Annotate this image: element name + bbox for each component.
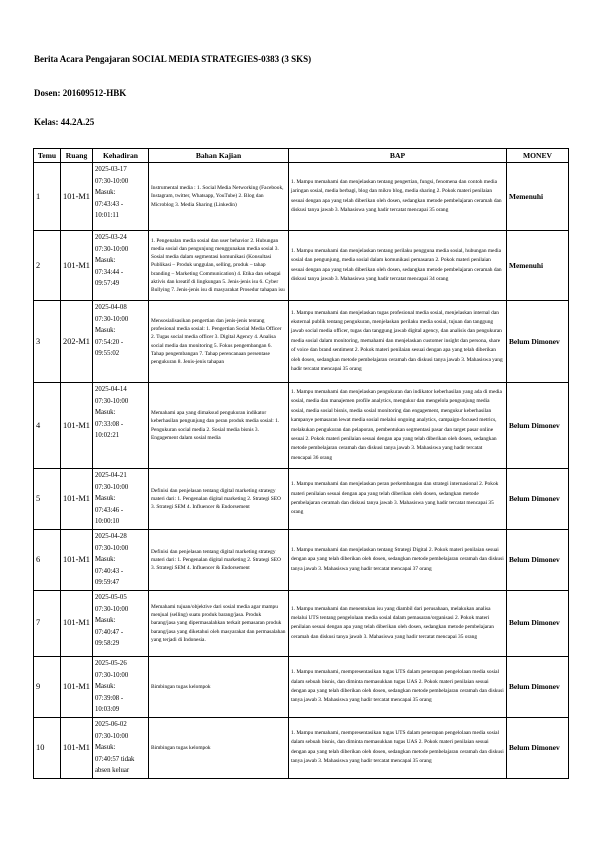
table-row [34, 590, 569, 656]
kehadiran-line: 07:30-10:00 [95, 544, 129, 552]
kehadiran-line: 09:58:29 [95, 640, 120, 648]
col-header-bahan-kajian: Bahan Kajian [149, 149, 289, 163]
cell-kehadiran [93, 469, 149, 530]
col-header-temu: Temu [34, 149, 61, 163]
kehadiran-line: 10:01:11 [95, 212, 119, 220]
cell-bap: 1. Mampu memahami dan menjelaskan tugas profesional media sosial, menjelaskan internal dan eksternal publik tentang pengukuran, menjelaskan perilaku media sosial, tujuan dan tanggung jawab social media officer, tugas dan tanggung jawab digital agency, dan analisis dan pengukuran media sosial dalam monitoring, memahami dan menjelaskan customer insight dan persona, share of voice dan brand sentiment 2. Pokok materi penilaian sesuai dengan apa yang telah diberikan oleh dosen, sedangkan metode pembelajaran ceramah dan diskusi tanya jawab 3. Mahasiswa yang hadir tercatat mencapai 35 orang [289, 301, 507, 383]
kehadiran-line: 2025-06-02 [95, 720, 127, 728]
cell-temu: 4 [34, 383, 61, 469]
kehadiran-line: Masuk: [95, 257, 116, 265]
cell-ruang: 101-M1 [61, 717, 93, 778]
cell-temu: 1 [34, 163, 61, 231]
cell-temu: 10 [34, 717, 61, 778]
kehadiran-line: 07:30-10:00 [95, 245, 129, 253]
table-row [34, 231, 569, 301]
cell-monev: Memenuhi [507, 231, 569, 301]
cell-ruang: 101-M1 [61, 163, 93, 231]
kehadiran-line: 07:54:20 - [95, 338, 124, 346]
kehadiran-line: 07:30-10:00 [95, 177, 129, 185]
col-header-kehadiran: Kehadiran [93, 149, 149, 163]
bap-table [33, 148, 569, 779]
cell-ruang: 101-M1 [61, 383, 93, 469]
kehadiran-line: Masuk: [95, 189, 116, 197]
cell-bahan-kajian: Instrumental media : 1. Social Media Networking (Facebook, Instagram, twitter, Whatsapp, YouTube) 2. Blog dan Microblog 3. Media Sharing (Linkedin) [149, 163, 289, 231]
kehadiran-line: Masuk: [95, 617, 116, 625]
cell-bahan-kajian: 1. Pengenalan media sosial dan user behavior 2. Hubungan media sosial dan pengunjung menggunakan media sosial 3. Sosial media dalam segmentasi komunikasi (Konsultasi Publikasi – Produk unggulan, selling, produk – tahap branding – Marketing Communication) 4. Etika dan sebagai aktivis dan kreatif di lingkungan 5. Jenis-jenis isu 6. Cyber Bullying 7. Jenis-jenis isu di masyarakat Prosedur tahapan isu [149, 231, 289, 301]
cell-monev: Belum Dimonev [507, 717, 569, 778]
kehadiran-line: Masuk: [95, 495, 116, 503]
table-row [34, 469, 569, 530]
kehadiran-line: 10:03:09 [95, 706, 120, 714]
kehadiran-line: 2025-05-26 [95, 659, 127, 667]
kehadiran-line: 2025-04-21 [95, 472, 127, 479]
table-row [34, 717, 569, 778]
kehadiran-line: 10:00:10 [95, 518, 120, 526]
kehadiran-line: 07:30-10:00 [95, 605, 129, 613]
kehadiran-line: 07:43:43 - [95, 200, 124, 208]
kehadiran-line: 07:39:08 - [95, 694, 124, 702]
cell-kehadiran [93, 590, 149, 656]
cell-monev: Memenuhi [507, 163, 569, 231]
kehadiran-line: 07:40:57 tidak [95, 755, 135, 763]
cell-temu: 3 [34, 301, 61, 383]
kehadiran-line: 2025-04-08 [95, 304, 127, 311]
kehadiran-line: Masuk: [95, 744, 116, 752]
cell-bap: 1. Mampu memahami dan menjelaskan peran perkembangan dan strategi internasional 2. Pokok materi penilaian sesuai dengan apa yang telah diberikan oleh dosen, sedangkan metode pembelajaran ceramah dan diskusi tanya jawab 3. Mahasiswa yang hadir tercatat mencapai 35 orang [289, 469, 507, 530]
cell-temu: 6 [34, 529, 61, 590]
kehadiran-line: Masuk: [95, 409, 116, 417]
kehadiran-line: 07:30-10:00 [95, 397, 129, 405]
cell-bahan-kajian: Memahami tujuan/objektive dari sosial media agar mampu menjual (selling) suatu produk barang/jasa. Produk barang/jasa yang dipermasalahkan terkait pemasaran produk barang/jasa yang diketahui oleh masyarakat dan permasalahan yang terjadi di Indonesia. [149, 590, 289, 656]
kehadiran-line: 09:57:49 [95, 280, 120, 288]
col-header-bap: BAP [289, 149, 507, 163]
kehadiran-line: 09:55:02 [95, 350, 120, 358]
kehadiran-line: 07:30-10:00 [95, 483, 129, 491]
kehadiran-line: 2025-03-17 [95, 166, 127, 173]
kehadiran-line: 07:30-10:00 [95, 671, 129, 679]
cell-temu: 9 [34, 656, 61, 717]
kehadiran-line: 2025-05-05 [95, 593, 127, 601]
cell-bap: 1. Mampu memahami dan menjelaskan tentang perilaku pengguna media sosial, hubungan media sosial dan pengunjung, media sosial dalam komunikasi pemasaran 2. Pokok materi penilaian sesuai dengan apa yang telah diberikan oleh dosen, sedangkan metode pembelajaran ceramah dan diskusi tanya jawab 3. Mahasiswa yang hadir tercatat mencapai 34 orang [289, 231, 507, 301]
col-header-ruang: Ruang [61, 149, 93, 163]
cell-bahan-kajian: Bimbingan tugas kelompok [149, 717, 289, 778]
kehadiran-line: 07:34:44 - [95, 268, 124, 276]
table-header-row [34, 149, 569, 163]
cell-kehadiran [93, 163, 149, 231]
cell-bap: 1. Mampu memahami, mempresentasikan tugas UTS dalam penerapan pengelolaan media sosial dalam sebuah bisnis, dan diminta memasukkan tugas UAS 2. Pokok materi penilaian sesuai dengan apa yang telah diberikan oleh dosen, sedangkan metode pembelajaran ceramah dan diskusi tanya jawab 3. Mahasiswa yang hadir tercatat mencapai 35 orang [289, 656, 507, 717]
cell-bap: 1. Mampu memahami dan menentukan isu yang diambil dari perusahaan, melakukan analisa melalui UTS tentang pengelolaan media sosial dalam pemasaran/organisasi 2. Pokok materi penilaian sesuai dengan apa yang telah diberikan oleh dosen, sedangkan metode pembelajaran ceramah dan diskusi tanya jawab 3. Mahasiswa yang hadir tercatat mencapai 35 orang [289, 590, 507, 656]
cell-kehadiran [93, 529, 149, 590]
cell-monev: Belum Dimonev [507, 469, 569, 530]
cell-ruang: 101-M1 [61, 590, 93, 656]
cell-temu: 5 [34, 469, 61, 530]
kehadiran-line: 2025-04-28 [95, 532, 127, 540]
kehadiran-line: 10:02:21 [95, 432, 120, 440]
cell-temu: 7 [34, 590, 61, 656]
cell-kehadiran [93, 656, 149, 717]
table-row [34, 301, 569, 383]
cell-bahan-kajian: Definisi dan penjelasan tentang digital marketing strategy materi dari: 1. Pengenalan digital marketing 2. Strategi SEO 3. Strategi SEM 4. Influencer & Endorsement [149, 529, 289, 590]
kehadiran-line: Masuk: [95, 683, 116, 691]
kehadiran-line: 07:30-10:00 [95, 732, 129, 740]
cell-temu: 2 [34, 231, 61, 301]
kelas-label: Kelas: 44.2A.25 [34, 117, 95, 127]
kehadiran-line: 07:40:43 - [95, 567, 124, 575]
table-row [34, 529, 569, 590]
kehadiran-line: 07:40:47 - [95, 628, 124, 636]
cell-ruang: 202-M1 [61, 301, 93, 383]
cell-bahan-kajian: Definisi dan penjelasan tentang digital marketing strategy materi dari: 1. Pengenalan digital marketing 2. Strategi SEO 3. Strategi SEM 4. Influencer & Endorsement [149, 469, 289, 530]
cell-bap: 1. Mampu memahami, mempresentasikan tugas UTS dalam penerapan pengelolaan media sosial dalam sebuah bisnis, dan diminta memasukkan tugas UAS 2. Pokok materi penilaian sesuai dengan apa yang telah diberikan oleh dosen, sedangkan metode pembelajaran ceramah dan diskusi tanya jawab 3. Mahasiswa yang hadir tercatat mencapai 35 orang [289, 717, 507, 778]
kehadiran-line: 2025-03-24 [95, 234, 127, 241]
cell-ruang: 101-M1 [61, 529, 93, 590]
cell-bap: 1. Mampu memahami dan menjelaskan tentang Strategi Digital 2. Pokok materi penilaian sesuai dengan apa yang telah diberikan oleh dosen, sedangkan metode pembelajaran ceramah dan diskusi tanya jawab 3. Mahasiswa yang hadir tercatat mencapai 37 orang [289, 529, 507, 590]
table-row [34, 656, 569, 717]
kehadiran-line: Masuk: [95, 556, 116, 564]
kehadiran-line: absen keluar [95, 767, 130, 775]
cell-monev: Belum Dimonev [507, 529, 569, 590]
cell-bap: 1. Mampu memahami dan menjelaskan pengukuran dan indikator keberhasilan yang ada di media sosial, media dan manajemen profile analytics, mengukur dan mengelola pengunjung media sosial, media sosial bisnis, media sosial monitoring dan engagement, mengukur keberhasilan kampanye pemasaran lewat media sosial melalui ongoing analytics, campaign-focused metrics, melakukan pengukuran dan pelaporan, pembentukan segmentasi pasar dan target pasar online sesuai 2. Pokok materi penilaian sesuai dengan apa yang telah diberikan oleh dosen, sedangkan metode pembelajaran ceramah dan diskusi tanya jawab 3. Mahasiswa yang hadir tercatat mencapai 36 orang [289, 383, 507, 469]
table-row [34, 383, 569, 469]
cell-kehadiran [93, 231, 149, 301]
document-title: Berita Acara Pengajaran SOCIAL MEDIA STRATEGIES-0383 (3 SKS) [34, 54, 312, 64]
cell-bahan-kajian: Memahami apa yang dimaksud pengukuran indikator keberhasilan pengunjung dan peran produk media sosial: 1. Pengukuran social media 2. Sosial media bisnis 3. Engagement dalam sosial media [149, 383, 289, 469]
kehadiran-line: 07:43:46 - [95, 506, 124, 514]
col-header-monev: MONEV [507, 149, 569, 163]
cell-bap: 1. Mampu memahami dan menjelaskan tentang pengertian, fungsi, fenomena dan contoh media jaringan sosial, media berbagi, blog dan mikro blog, media sharing 2. Pokok materi penilaian sesuai dengan apa yang telah diberikan oleh dosen, sedangkan metode pembelajaran ceramah dan diskusi tanya jawab 3. Mahasiswa yang hadir tercatat mencapai 35 orang [289, 163, 507, 231]
cell-kehadiran [93, 301, 149, 383]
kehadiran-line: 2025-04-14 [95, 386, 127, 393]
cell-monev: Belum Dimonev [507, 383, 569, 469]
cell-monev: Belum Dimonev [507, 301, 569, 383]
kehadiran-line: Masuk: [95, 327, 116, 335]
cell-bahan-kajian: Bimbingan tugas kelompok [149, 656, 289, 717]
cell-bahan-kajian: Mensosialisasikan pengertian dan jenis-jenis tentang profesional media sosial: 1. Pengertian Social Media Officer 2. Tugas social media officer 3. Digital Agency 4. Analisa social media dan monitoring 5. Fokus pengembangan 6. Tahap pengembangan 7. Tahap perencanaan persentase pengukuran 8. Jenis-jenis tahapan [149, 301, 289, 383]
cell-kehadiran [93, 717, 149, 778]
kehadiran-line: 07:30-10:00 [95, 315, 129, 323]
cell-kehadiran [93, 383, 149, 469]
cell-ruang: 101-M1 [61, 469, 93, 530]
dosen-label: Dosen: 201609512-HBK [34, 88, 127, 98]
kehadiran-line: 07:33:08 - [95, 420, 124, 428]
table-row [34, 163, 569, 231]
kehadiran-line: 09:59:47 [95, 579, 120, 587]
cell-monev: Belum Dimonev [507, 656, 569, 717]
cell-monev: Belum Dimonev [507, 590, 569, 656]
cell-ruang: 101-M1 [61, 656, 93, 717]
cell-ruang: 101-M1 [61, 231, 93, 301]
